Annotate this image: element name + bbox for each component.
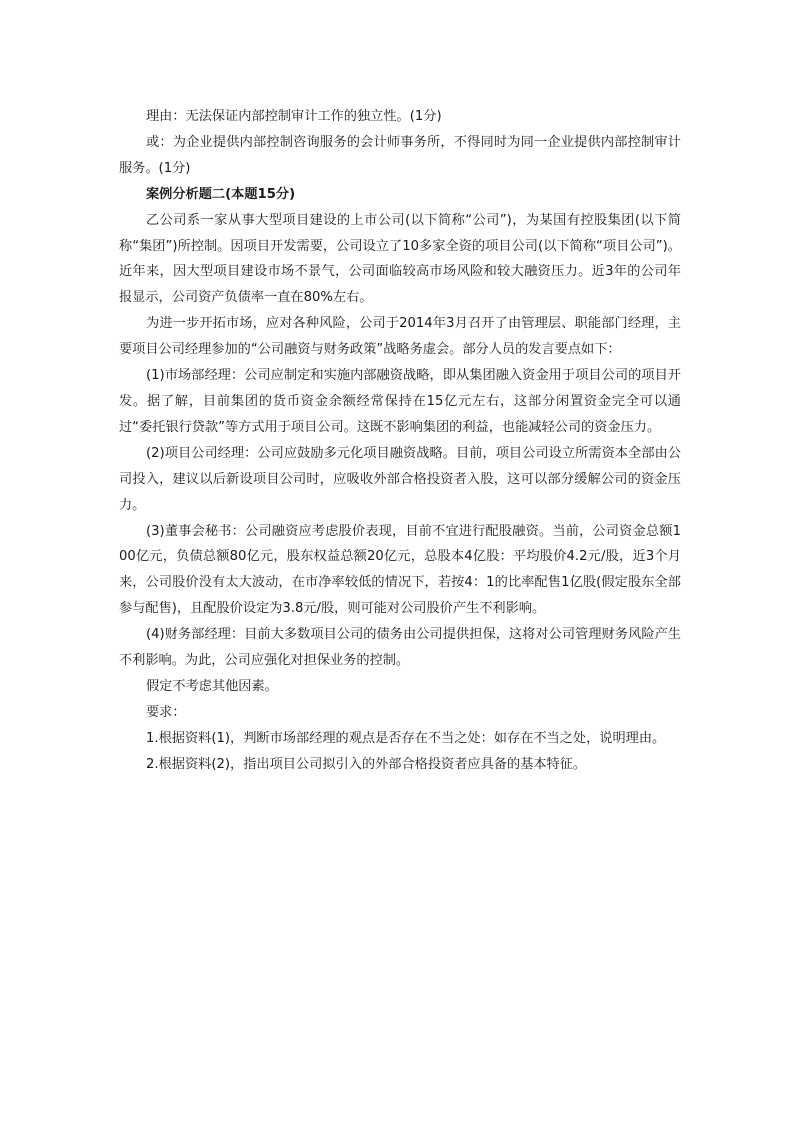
document-body (119, 104, 681, 778)
item-3-paragraph: (3)董事会秘书：公司融资应考虑股价表现，目前不宜进行配股融资。当前，公司资金总额100亿元，负债总额80亿元，股东权益总额20亿元，总股本4亿股：平均股价4.2元/股，近3个月来，公司股价没有太大波动，在市净率较低的情况下，若按4：1的比率配售1亿股(假定股东全部参与配售)，且配股价设定为3.8元/股，则可能对公司股价产生不利影响。 (119, 523, 681, 617)
requirement-label: 要求： (146, 704, 186, 720)
question-1-paragraph: 1.根据资料(1)，判断市场部经理的观点是否存在不当之处：如存在不当之处，说明理由。 (146, 730, 666, 746)
reason-paragraph: 理由：无法保证内部控制审计工作的独立性。(1分) (146, 109, 442, 124)
intro-paragraph: 乙公司系一家从事大型项目建设的上市公司(以下简称“公司”)，为某国有控股集团(以下简称“集团”)所控制。因项目开发需要，公司设立了10多家全资的项目公司(以下简称“项目公司”)。近年来，因大型项目建设市场不景气，公司面临较高市场风险和较大融资压力。近3年的公司年报显示，公司资产负债率一直在80%左右。 (119, 212, 681, 306)
item-2-paragraph: (2)项目公司经理：公司应鼓励多元化项目融资战略。目前，项目公司设立所需资本全部由公司投入，建议以后新设项目公司时，应吸收外部合格投资者入股，这可以部分缓解公司的资金压力。 (119, 445, 681, 513)
item-4-paragraph: (4)财务部经理：目前大多数项目公司的债务由公司提供担保，这将对公司管理财务风险产生不利影响。为此，公司应强化对担保业务的控制。 (119, 627, 681, 669)
assumption-paragraph: 假定不考虑其他因素。 (146, 678, 278, 694)
alternative-answer-paragraph: 或：为企业提供内部控制咨询服务的会计师事务所，不得同时为同一企业提供内部控制审计服务。(1分) (119, 134, 681, 176)
item-1-paragraph: (1)市场部经理：公司应制定和实施内部融资战略，即从集团融入资金用于项目公司的项目开发。据了解，目前集团的货币资金余额经常保持在15亿元左右，这部分闲置资金完全可以通过“委托银行贷款”等方式用于项目公司。这既不影响集团的利益，也能减轻公司的资金压力。 (119, 368, 681, 435)
question-2-paragraph: 2.根据资料(2)，指出项目公司拟引入的外部合格投资者应具备的基本特征。 (146, 756, 587, 772)
meeting-paragraph: 为进一步开拓市场，应对各种风险，公司于2014年3月召开了由管理层、职能部门经理，主要项目公司经理参加的“公司融资与财务政策”战略务虚会。部分人员的发言要点如下： (119, 316, 681, 358)
case-title: 案例分析题二(本题15分) (146, 186, 296, 202)
